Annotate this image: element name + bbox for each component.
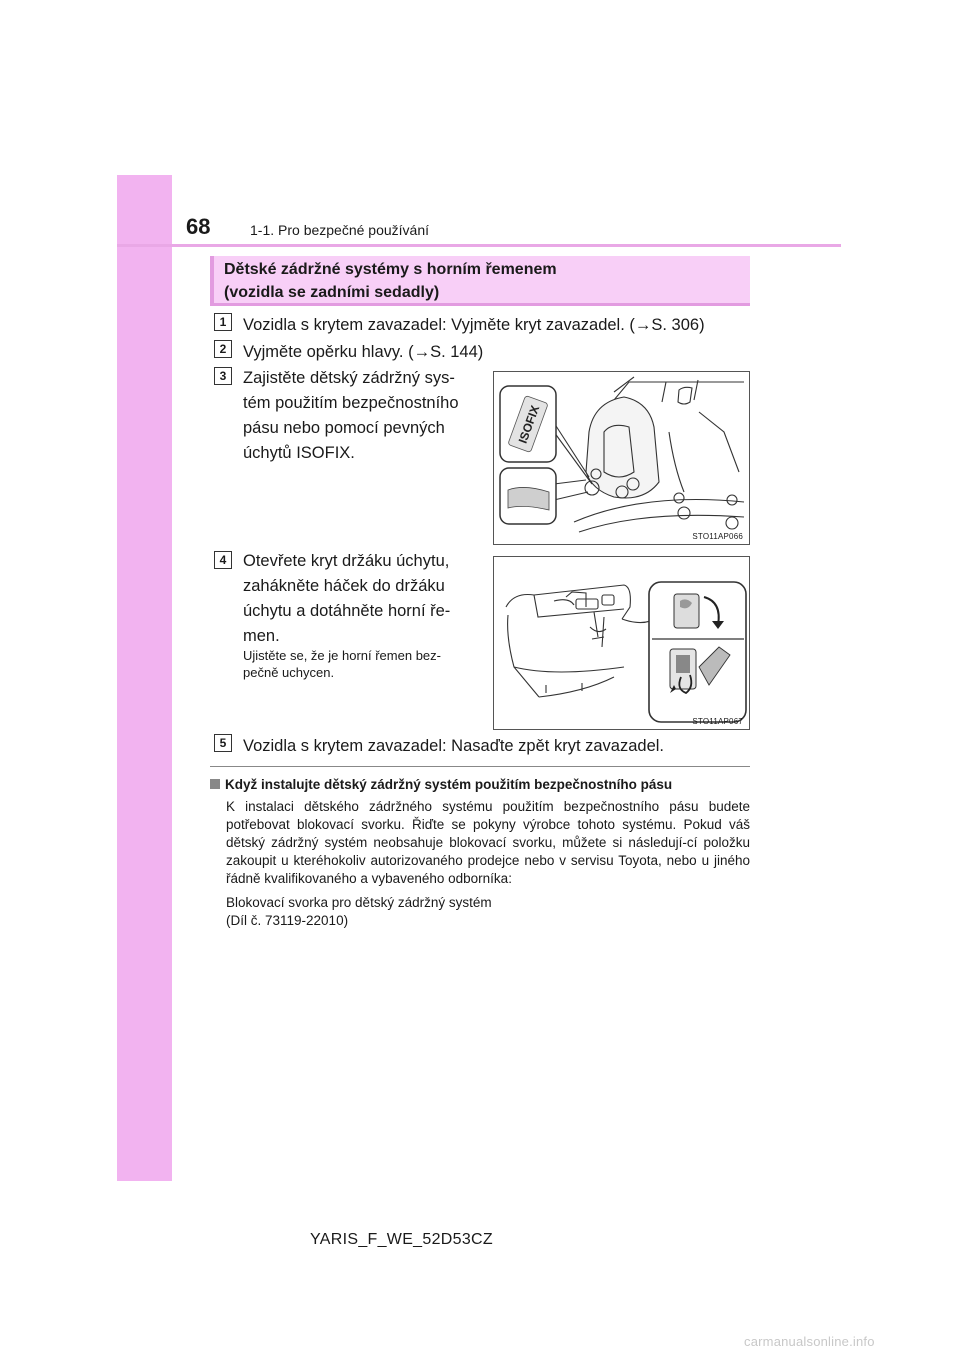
step-number-5: 5 xyxy=(214,734,232,752)
step-4-line: zahákněte háček do držáku xyxy=(243,577,445,595)
tether-anchor-illustration xyxy=(494,557,750,730)
subsection-title-line2: (vozidla se zadními sedadly) xyxy=(224,284,440,301)
step-4-line: Otevřete kryt držáku úchytu, xyxy=(243,552,450,570)
step-4-note-line: Ujistěte se, že je horní řemen bez- xyxy=(243,648,441,663)
step-number-3: 3 xyxy=(214,367,232,385)
step-3-line: tém použitím bezpečnostního xyxy=(243,394,459,412)
step-number-2: 2 xyxy=(214,340,232,358)
subsection-title-line1: Dětské zádržné systémy s horním řemenem xyxy=(224,261,557,278)
step-4-line: úchytu a dotáhněte horní ře- xyxy=(243,602,451,620)
step-text-4 xyxy=(243,549,476,649)
figure-top-tether-anchor xyxy=(493,556,750,730)
step-text-1: Vozidla s krytem zavazadel: Vyjměte kryt zavazadel. (→S. 306) xyxy=(243,316,705,334)
figure-code: STO11AP067 xyxy=(692,717,743,726)
subsection-title xyxy=(210,256,750,306)
page-number: 68 xyxy=(186,214,211,239)
step-text-5: Vozidla s krytem zavazadel: Nasaďte zpět kryt zavazadel. xyxy=(243,737,664,755)
info-paragraph: K instalaci dětského zádržného systému použitím bezpečnostního pásu budete potřebovat blokovací svorku. Řiďte se pokyny výrobce tohoto systému. Pokud váš dětský zádržný systém neobsahuje blokovací svorku, můžete si následují-cí položku zakoupit u kteréhokoliv autorizovaného prodejce nebo v servisu Toyota, nebo u jiného řádně kvalifikovaného a vybaveného odborníka: xyxy=(226,799,750,886)
step-3-line: pásu nebo pomocí pevných xyxy=(243,419,445,437)
info-body xyxy=(226,798,750,930)
step-4-note-line: pečně uchycen. xyxy=(243,665,335,680)
step-3-line: Zajistěte dětský zádržný sys- xyxy=(243,369,455,387)
isofix-seat-illustration xyxy=(494,372,750,545)
header-rule xyxy=(117,244,841,247)
chapter-sidebar-tab xyxy=(117,175,172,1181)
section-divider xyxy=(210,766,750,767)
figure-isofix-installation xyxy=(493,371,750,545)
step-number-4: 4 xyxy=(214,551,232,569)
step-3-line: úchytů ISOFIX. xyxy=(243,444,355,462)
step-4-note xyxy=(243,647,475,681)
info-heading-text: Když instalujte dětský zádržný systém použitím bezpečnostního pásu xyxy=(225,777,673,792)
section-title: 1-1. Pro bezpečné používání xyxy=(250,222,430,238)
info-part-number: (Díl č. 73119-22010) xyxy=(226,913,349,928)
info-heading xyxy=(210,777,672,792)
step-4-line: men. xyxy=(243,627,280,645)
footer-manual-code: YARIS_F_WE_52D53CZ xyxy=(310,1231,493,1248)
info-part-line: Blokovací svorka pro dětský zádržný systém xyxy=(226,895,492,910)
step-text-2: Vyjměte opěrku hlavy. (→S. 144) xyxy=(243,343,484,361)
figure-code: STO11AP066 xyxy=(692,532,743,541)
watermark: carmanualsonline.info xyxy=(744,1334,875,1349)
step-number-1: 1 xyxy=(214,313,232,331)
isofix-label: ISOFIX xyxy=(515,403,543,446)
square-bullet-icon xyxy=(210,779,220,789)
step-text-3 xyxy=(243,366,476,466)
